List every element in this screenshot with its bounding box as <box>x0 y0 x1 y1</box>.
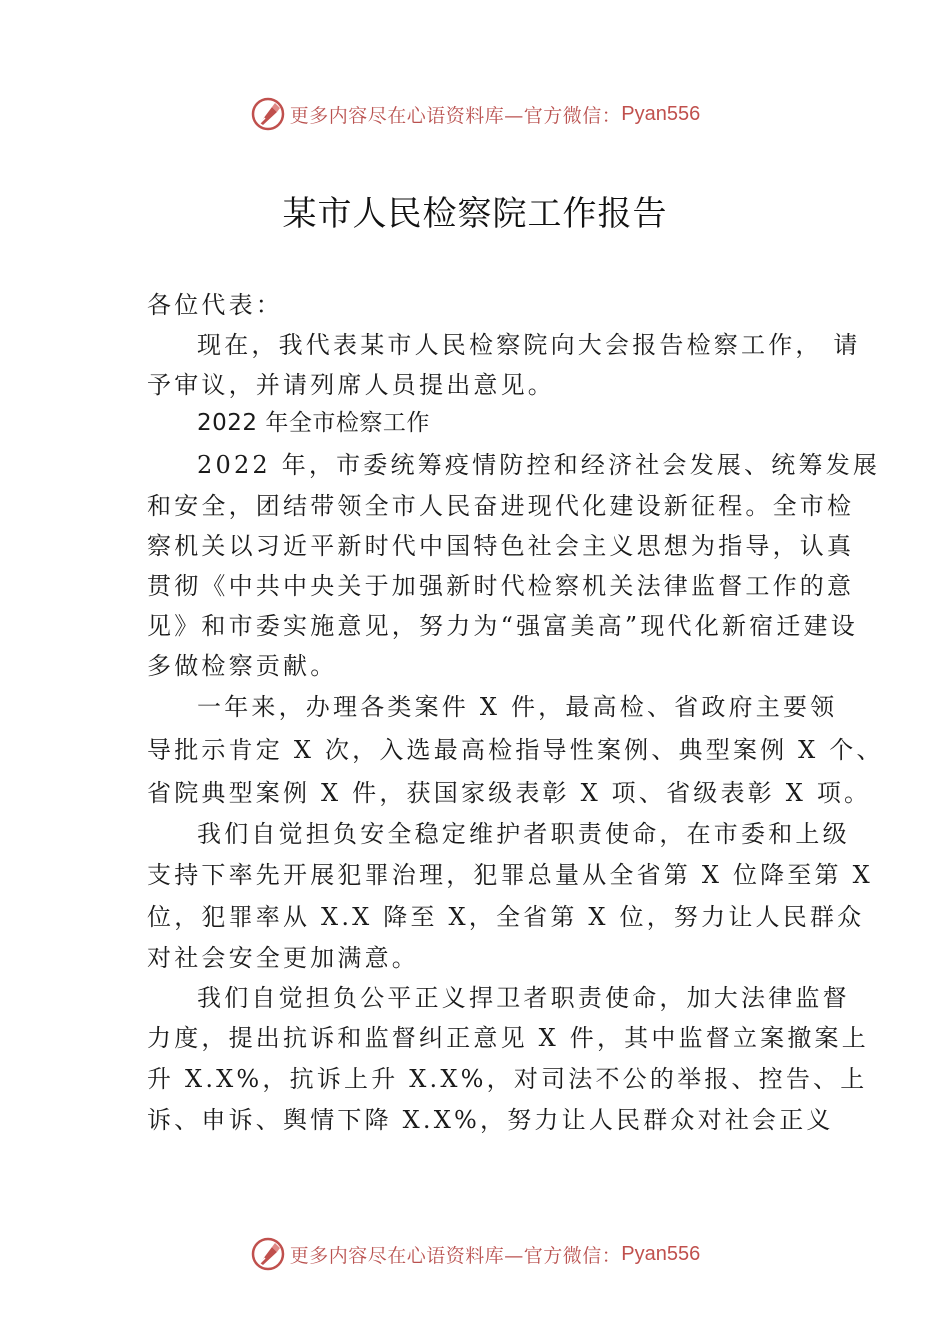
paragraph-line: 支持下率先开展犯罪治理，犯罪总量从全省第 X 位降至第 X <box>147 861 873 889</box>
section-heading: 2022 年全市检察工作 <box>197 410 430 436</box>
paragraph-line: 现在，我代表某市人民检察院向大会报告检察工作， 请 <box>197 331 861 359</box>
watermark-text: 更多内容尽在心语资料库—官方微信： <box>289 104 622 127</box>
document-title: 某市人民检察院工作报告 <box>282 194 668 234</box>
watermark-footer <box>0 1232 950 1276</box>
paragraph-line: 导批示肯定 X 次，入选最高检指导性案例、典型案例 X 个、 <box>147 736 884 764</box>
pen-nib-logo-icon <box>250 1236 286 1272</box>
salutation: 各位代表： <box>147 291 283 319</box>
paragraph-line: 力度，提出抗诉和监督纠正意见 X 件，其中监督立案撤案上 <box>147 1024 869 1052</box>
paragraph-line: 和安全，团结带领全市人民奋进现代化建设新征程。全市检 <box>147 492 855 520</box>
watermark-header <box>0 92 950 136</box>
paragraph-line: 升 X.X%，抗诉上升 X.X%，对司法不公的举报、控告、上 <box>147 1065 868 1093</box>
paragraph-line: 贯彻《中共中央关于加强新时代检察机关法律监督工作的意 <box>147 572 855 600</box>
paragraph-line: 多做检察贡献。 <box>147 652 338 680</box>
watermark-wechat-id: Pyan556 <box>621 1242 701 1265</box>
paragraph-line: 见》和市委实施意见，努力为“强富美高”现代化新宿迁建设 <box>147 612 858 640</box>
paragraph-line: 位，犯罪率从 X.X 降至 X，全省第 X 位，努力让人民群众 <box>147 903 865 931</box>
paragraph-line: 我们自觉担负安全稳定维护者职责使命，在市委和上级 <box>197 820 850 848</box>
paragraph-line: 我们自觉担负公平正义捍卫者职责使命，加大法律监督 <box>197 984 850 1012</box>
paragraph-line: 察机关以习近平新时代中国特色社会主义思想为指导，认真 <box>147 532 855 560</box>
watermark-text: 更多内容尽在心语资料库—官方微信： <box>289 1244 622 1267</box>
watermark-wechat-id: Pyan556 <box>621 102 701 125</box>
paragraph-line: 2022 年，市委统筹疫情防控和经济社会发展、统筹发展 <box>197 451 881 479</box>
paragraph-line: 对社会安全更加满意。 <box>147 944 419 972</box>
paragraph-line: 予审议，并请列席人员提出意见。 <box>147 371 555 399</box>
paragraph-line: 一年来，办理各类案件 X 件，最高检、省政府主要领 <box>197 693 838 721</box>
paragraph-line: 省院典型案例 X 件，获国家级表彰 X 项、省级表彰 X 项。 <box>147 779 872 807</box>
pen-nib-logo-icon <box>250 96 286 132</box>
paragraph-line: 诉、申诉、舆情下降 X.X%，努力让人民群众对社会正义 <box>147 1106 834 1134</box>
